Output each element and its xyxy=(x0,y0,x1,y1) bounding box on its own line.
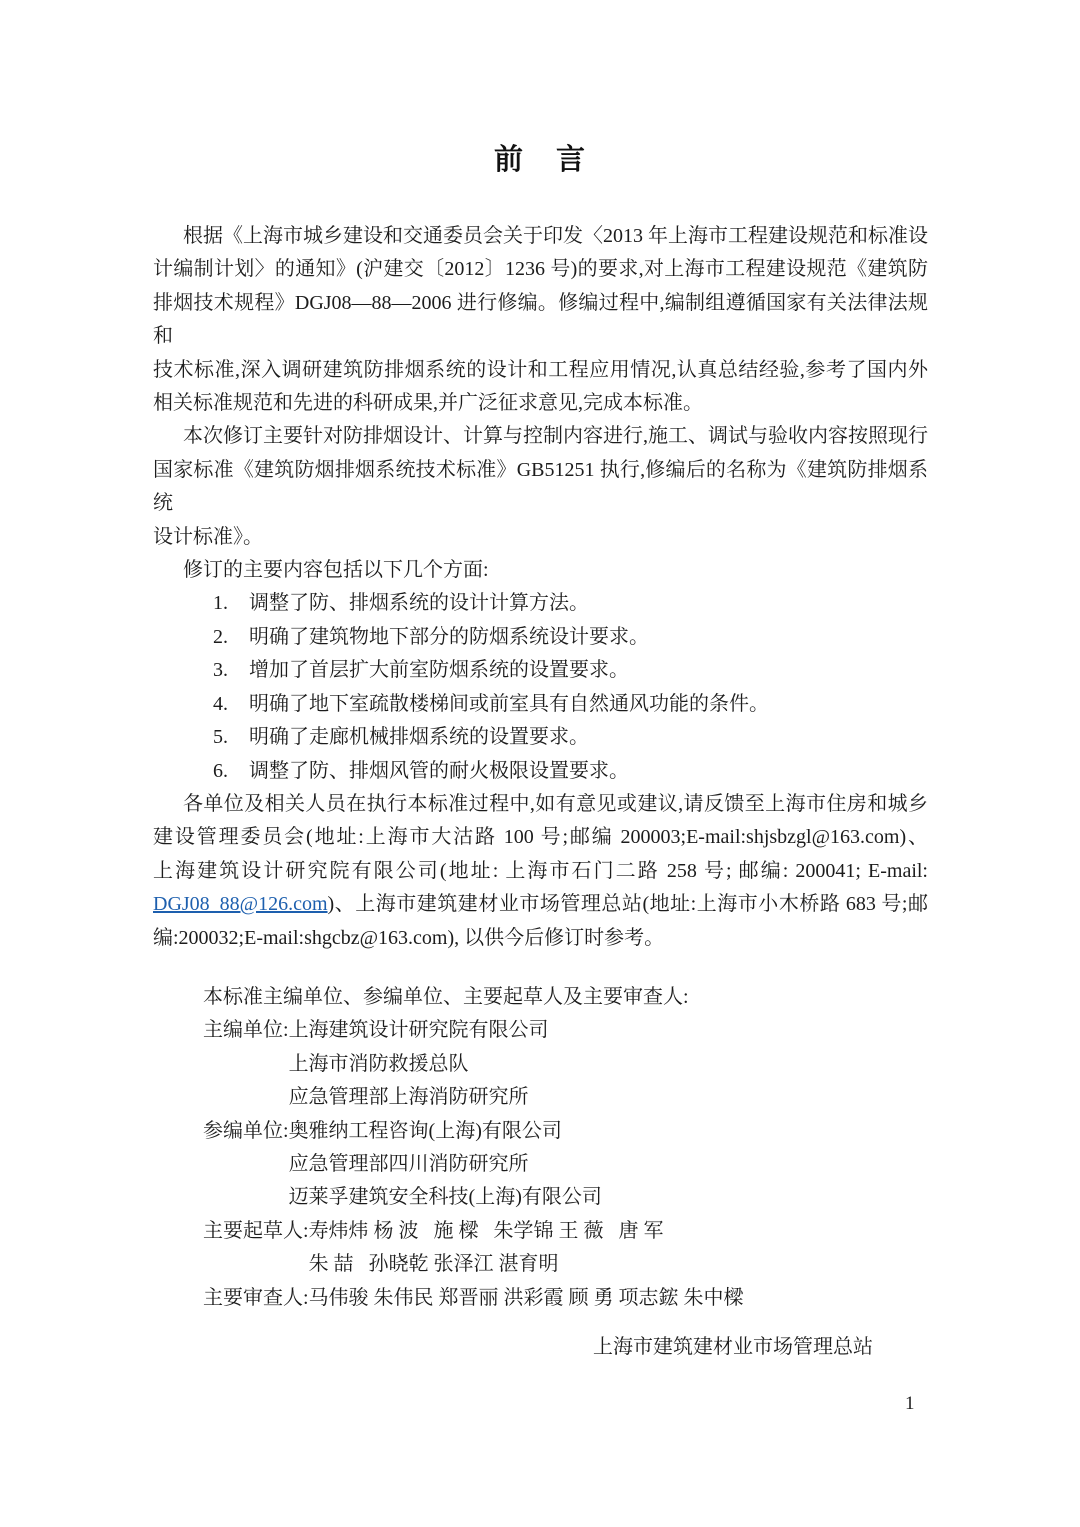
chief-editor-row xyxy=(203,1014,928,1114)
list-item-text: 明确了建筑物地下部分的防烟系统设计要求。 xyxy=(249,625,649,648)
page-number: 1 xyxy=(905,1393,915,1414)
list-item xyxy=(153,688,928,721)
paragraph-feedback xyxy=(153,788,928,955)
paragraph-line: 计编制计划〉的通知》(沪建交〔2012〕1236 号)的要求,对上海市工程建设规范《建筑防 xyxy=(153,258,928,281)
unit-name: 应急管理部四川消防研究所 xyxy=(288,1152,529,1175)
unit-name: 迈莱孚建筑安全科技(上海)有限公司 xyxy=(288,1186,602,1209)
list-heading: 修订的主要内容包括以下几个方面: xyxy=(183,559,489,582)
chief-editor-units xyxy=(289,1014,928,1114)
paragraph-line: 编:200032;E-mail:shgcbz@163.com), 以供今后修订时参考。 xyxy=(153,926,665,949)
reviewers-row xyxy=(203,1282,928,1315)
list-item-number: 3. xyxy=(213,659,228,682)
paragraph-line: 技术标准,深入调研建筑防排烟系统的设计和工程应用情况,认真总结经验,参考了国内外 xyxy=(153,358,928,381)
drafters-label: 主要起草人: xyxy=(203,1219,309,1242)
list-item-number: 4. xyxy=(213,692,228,715)
list-item xyxy=(153,755,928,788)
list-item xyxy=(153,587,928,620)
drafters-names xyxy=(309,1215,928,1282)
paragraph-line: 根据《上海市城乡建设和交通委员会关于印发〈2013 年上海市工程建设规范和标准设 xyxy=(183,225,928,247)
list-item xyxy=(153,621,928,654)
paragraph-line: 本次修订主要针对防排烟设计、计算与控制内容进行,施工、调试与验收内容按照现行 xyxy=(183,425,928,448)
unit-name: 奥雅纳工程咨询(上海)有限公司 xyxy=(288,1119,562,1142)
unit-name: 上海建筑设计研究院有限公司 xyxy=(288,1019,549,1042)
paragraph-line-text: )、上海市建筑建材业市场管理总站(地址:上海市小木桥路 683 号;邮 xyxy=(327,893,928,916)
drafter-names-line: 寿炜炜 杨 波 施 樑 朱学锦 王 薇 唐 军 xyxy=(308,1219,664,1242)
paragraph-line: 各单位及相关人员在执行本标准过程中,如有意见或建议,请反馈至上海市住房和城乡 xyxy=(183,792,928,815)
list-item xyxy=(153,654,928,687)
reviewers-label: 主要审查人: xyxy=(203,1286,309,1309)
issuing-organization: 上海市建筑建材业市场管理总站 xyxy=(593,1336,873,1358)
participating-units-label: 参编单位: xyxy=(203,1119,289,1142)
paragraph-line: 上海建筑设计研究院有限公司(地址: 上海市石门二路 258 号; 邮编: 200041; E-mail: xyxy=(153,859,928,882)
reviewer-names-line: 马伟骏 朱伟民 郑晋丽 洪彩霞 顾 勇 项志鋐 朱中樑 xyxy=(308,1286,744,1309)
list-item-number: 6. xyxy=(213,759,228,782)
revision-list xyxy=(153,587,928,787)
participating-units-row xyxy=(203,1115,928,1215)
list-item xyxy=(153,721,928,754)
paragraph-line: 设计标准》。 xyxy=(153,525,263,548)
paragraph-revision-scope xyxy=(153,420,928,554)
list-item-text: 调整了防、排烟系统的设计计算方法。 xyxy=(249,592,589,615)
paragraph-line: 国家标准《建筑防烟排烟系统技术标准》GB51251 执行,修编后的名称为《建筑防排烟系统 xyxy=(153,458,928,515)
chief-editor-label: 主编单位: xyxy=(203,1019,289,1042)
unit-name: 上海市消防救援总队 xyxy=(288,1052,469,1075)
list-item-text: 明确了走廊机械排烟系统的设置要求。 xyxy=(249,726,589,749)
page-title: 前 言 xyxy=(493,144,587,176)
list-item-text: 明确了地下室疏散楼梯间或前室具有自然通风功能的条件。 xyxy=(249,692,769,715)
drafter-names-line: 朱 喆 孙晓乾 张泽江 湛育明 xyxy=(308,1253,559,1276)
email-link[interactable]: DGJ08_88@126.com xyxy=(153,893,328,916)
paragraph-line: 建设管理委员会(地址:上海市大沽路 100 号;邮编 200003;E-mail:shjsbzgl@163.com)、 xyxy=(153,826,928,849)
unit-name: 应急管理部上海消防研究所 xyxy=(288,1086,529,1109)
paragraph-line: 相关标准规范和先进的科研成果,并广泛征求意见,完成本标准。 xyxy=(153,392,703,415)
page-content xyxy=(153,0,928,1364)
paragraph-line: 排烟技术规程》DGJ08—88—2006 进行修编。修编过程中,编制组遵循国家有关法律法规和 xyxy=(153,291,928,348)
credits-section xyxy=(153,981,928,1315)
list-item-number: 5. xyxy=(213,726,228,749)
drafters-row xyxy=(203,1215,928,1282)
paragraph-basis xyxy=(153,220,928,420)
list-item-number: 2. xyxy=(213,625,228,648)
list-item-text: 调整了防、排烟风管的耐火极限设置要求。 xyxy=(249,759,629,782)
credits-heading: 本标准主编单位、参编单位、主要起草人及主要审查人: xyxy=(203,985,689,1008)
paragraph-line xyxy=(153,888,928,921)
reviewer-names xyxy=(309,1282,928,1315)
participating-units xyxy=(289,1115,928,1215)
list-item-number: 1. xyxy=(213,592,228,615)
list-item-text: 增加了首层扩大前室防烟系统的设置要求。 xyxy=(249,659,629,682)
